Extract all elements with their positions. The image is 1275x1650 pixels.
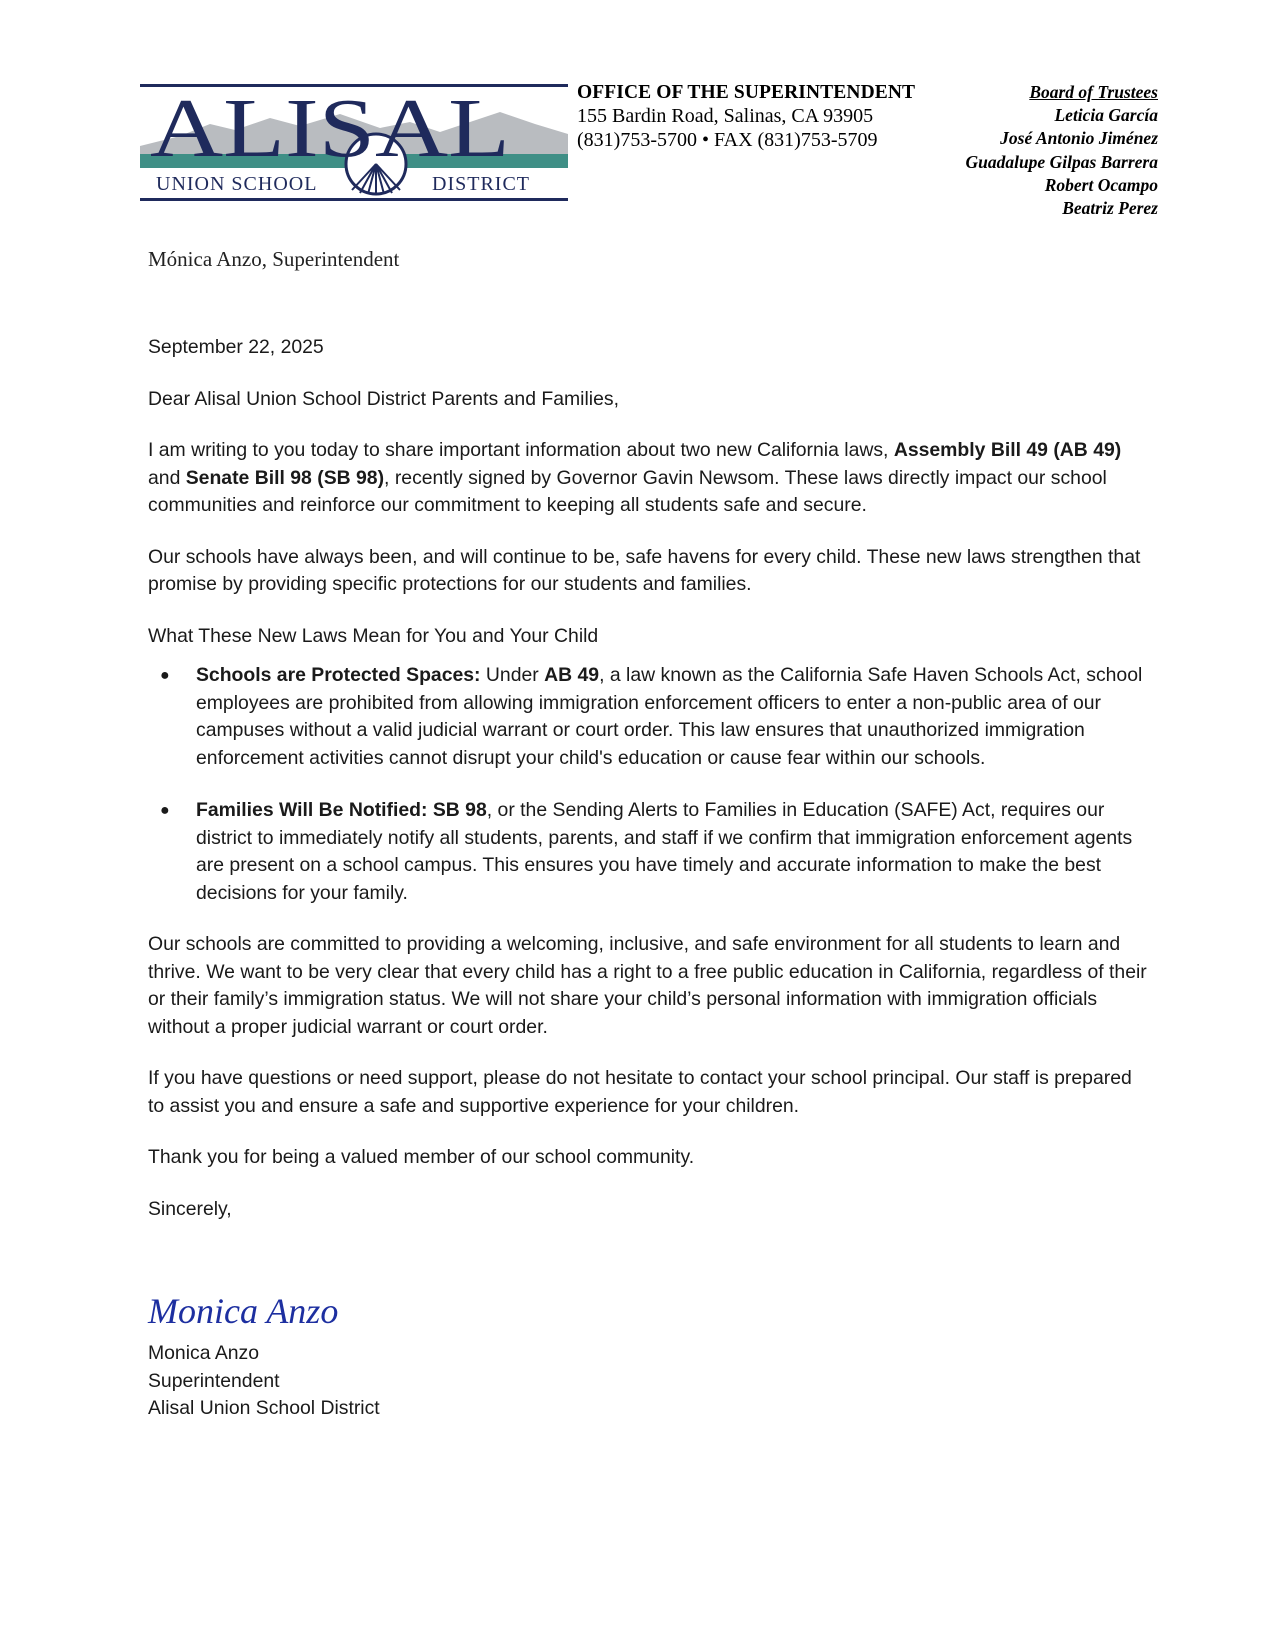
- support-paragraph: If you have questions or need support, please do not hesitate to contact your school principal. Our staff is prepared to assist you and ensure a safe and supportive experience for your children.: [148, 1067, 1132, 1117]
- laws-list: [148, 662, 1148, 907]
- signer-name: Monica Anzo: [148, 1342, 260, 1364]
- letter-body: [148, 334, 1148, 1223]
- svg-text:Monica Anzo: Monica Anzo: [148, 1291, 339, 1331]
- logo-district: DISTRICT: [432, 173, 530, 195]
- board-of-trustees: [838, 81, 1158, 220]
- district-logo: [140, 84, 568, 202]
- list-item: ● Families Will Be Notified: SB 98, or the Sending Alerts to Families in Education (SAFE) Act, requires our district to immediately notify all students, parents, and staff if we confirm that immigration enforcement agents are present on a school campus. This ensures you have timely and accurate information to make the best decisions for your family.: [160, 799, 1133, 904]
- intro-paragraph: I am writing to you today to share important information about two new California laws, Assembly Bill 49 (AB 49) and Senate Bill 98 (SB 98), recently signed by Governor Gavin Newsom. These laws directly impact our school communities and reinforce our commitment to keeping all students safe and secure.: [148, 439, 1122, 516]
- office-title: OFFICE OF THE SUPERINTENDENT: [577, 82, 916, 103]
- signer-title: Superintendent: [148, 1369, 280, 1392]
- safe-havens-paragraph: Our schools have always been, and will continue to be, safe havens for every child. These new laws strengthen that promise by providing specific protections for our students and families.: [148, 545, 1141, 595]
- logo-wordmark: ALISAL: [150, 84, 510, 175]
- list-item: ● Schools are Protected Spaces: Under AB 49, a law known as the California Safe Haven Schools Act, school employees are prohibited from allowing immigration enforcement officers to enter a non-public area of our campuses without a valid judicial warrant or court order. This law ensures that unauthorized immigration enforcement activities cannot disrupt your child's education or cause fear within our schools.: [160, 664, 1143, 769]
- signer-organization: Alisal Union School District: [148, 1397, 380, 1419]
- closing: Sincerely,: [148, 1197, 232, 1220]
- bullet-icon: ●: [160, 667, 170, 684]
- board-member: Leticia García: [1054, 105, 1158, 126]
- section-heading: What These New Laws Mean for You and Your Child: [148, 624, 599, 647]
- letter-date: September 22, 2025: [148, 336, 324, 358]
- board-heading: Board of Trustees: [1029, 82, 1158, 102]
- thanks-paragraph: Thank you for being a valued member of our school community.: [148, 1146, 695, 1168]
- board-member: Beatriz Perez: [1062, 198, 1158, 219]
- signature: [146, 1285, 366, 1345]
- board-member: Guadalupe Gilpas Barrera: [965, 151, 1158, 172]
- salutation: Dear Alisal Union School District Parents and Families,: [148, 387, 619, 410]
- office-phone: (831)753-5700 • FAX (831)753-5709: [577, 129, 878, 151]
- commitment-paragraph: Our schools are committed to providing a welcoming, inclusive, and safe environment for all students to learn and thrive. We want to be very clear that every child has a right to a free public education in California, regardless of their or their family’s immigration status. We will not share your child’s personal information with immigration officials without a proper judicial warrant or court order.: [148, 933, 1147, 1038]
- signature-block: [148, 1340, 380, 1423]
- board-member: Robert Ocampo: [1044, 174, 1158, 195]
- logo-union-school: UNION SCHOOL: [156, 173, 318, 195]
- board-member: José Antonio Jiménez: [1000, 128, 1158, 149]
- bullet-icon: ●: [160, 802, 170, 819]
- office-address: 155 Bardin Road, Salinas, CA 93905: [577, 105, 874, 127]
- superintendent-line: Mónica Anzo, Superintendent: [148, 247, 400, 271]
